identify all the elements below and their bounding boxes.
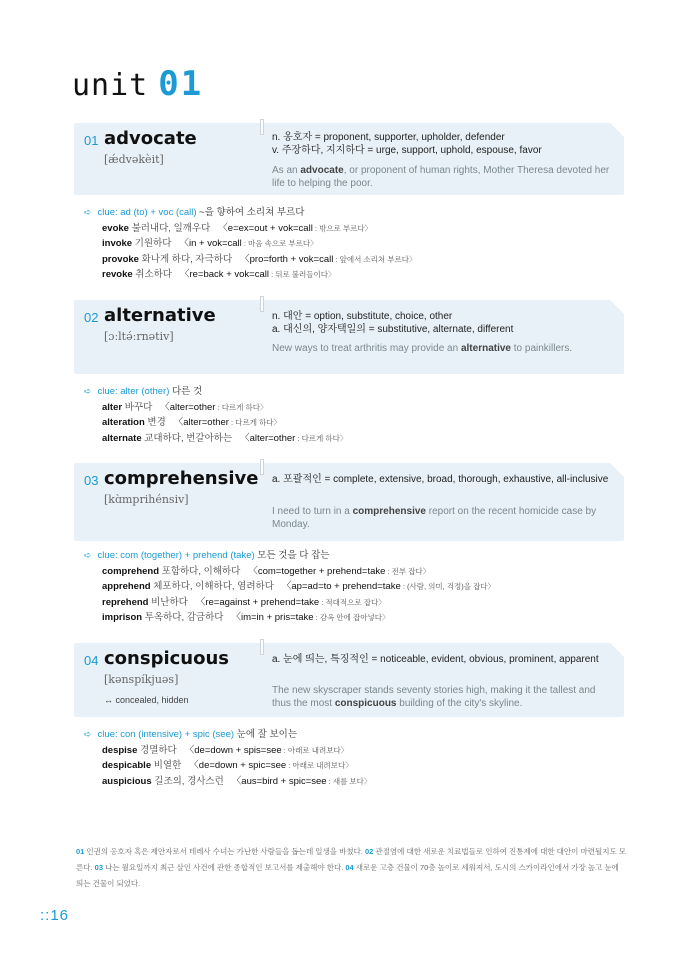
- derivative-formula: 〈im=in + pris=take: [231, 612, 314, 623]
- derivative-meaning: 교대하다, 번갈아하는: [144, 432, 233, 444]
- definition-line: n. 대안 = option, substitute, choice, other: [272, 311, 453, 322]
- derivative-word: apprehend: [102, 581, 151, 592]
- derivative-word: reprehend: [102, 596, 149, 608]
- derivative-formula: 〈alter=other: [240, 432, 296, 444]
- unit-label: unit: [72, 68, 149, 103]
- example-text: I need to turn in a: [272, 506, 353, 517]
- derivative-row: [84, 743, 371, 759]
- example-keyword: comprehensive: [352, 506, 426, 517]
- example-text: New ways to treat arthritis may provide an: [272, 343, 461, 354]
- clue-line: [84, 727, 371, 743]
- clue-text: clue: com (together) + prehend (take): [97, 550, 255, 561]
- example-text: building of the city's skyline.: [396, 698, 523, 709]
- definition-line: a. 포괄적인 = complete, extensive, broad, thorough, exhaustive, all-inclusive: [272, 474, 609, 485]
- derivative-word: alteration: [102, 417, 145, 428]
- derivative-row: [84, 431, 347, 447]
- entry-number: 01: [84, 133, 99, 148]
- derivative-gloss: : 다르게 하다〉: [215, 402, 268, 412]
- arrow-icon: ➪: [84, 207, 92, 217]
- card-divider-tab: [260, 459, 264, 475]
- entry-word: conspicuous: [104, 648, 229, 669]
- derivative-meaning: 비난하다: [151, 596, 188, 608]
- derivative-gloss: : 아래로 내려보다〉: [281, 745, 349, 755]
- footnote-number: 04: [345, 863, 354, 872]
- entry-number: 03: [84, 473, 99, 488]
- card-divider-tab: [260, 639, 264, 655]
- entry-card-advocate: [74, 123, 624, 195]
- example-text: As an: [272, 165, 301, 176]
- derivative-gloss: : (사람, 의미, 걱정)을 잡다〉: [400, 582, 496, 591]
- entry-word: comprehensive: [104, 468, 259, 489]
- derivative-row: [84, 595, 495, 611]
- derivative-formula: 〈e=ex=out + vok=call: [218, 222, 313, 234]
- card-corner: [610, 463, 624, 477]
- entry-example: [272, 342, 612, 355]
- entry-number: 04: [84, 653, 99, 668]
- clue-block-advocate: [84, 205, 416, 283]
- derivative-gloss: : 다르게 하다〉: [228, 418, 282, 427]
- derivative-gloss: : 앞에서 소리쳐 부르다〉: [333, 254, 417, 264]
- entry-definitions: [272, 310, 612, 336]
- derivative-meaning: 경멸하다: [140, 744, 177, 756]
- footnote-text: 새로운 고층 건물이 70층 높이로 세워져서, 도시의 스카이라인에서 가장 높고 눈에 띄는 건물이 되었다.: [76, 863, 619, 888]
- derivative-gloss: : 아래로 내려보다〉: [286, 761, 353, 770]
- clue-block-comprehensive: [84, 548, 495, 626]
- entry-definitions: [272, 653, 612, 666]
- entry-pronunciation: [kənspíkjuəs]: [104, 673, 179, 686]
- derivative-formula: 〈de=down + spis=see: [184, 744, 282, 756]
- derivative-word: provoke: [102, 253, 139, 265]
- derivative-formula: 〈re=back + vok=call: [180, 269, 269, 280]
- derivative-meaning: 불러내다, 일깨우다: [131, 222, 211, 234]
- entry-definitions: [272, 131, 612, 157]
- derivative-row: [84, 774, 371, 790]
- entry-card-comprehensive: [74, 463, 624, 541]
- derivative-gloss: : 밖으로 부르다〉: [312, 223, 373, 233]
- derivative-row: [84, 221, 416, 237]
- derivative-meaning: 투옥하다, 감금하다: [144, 612, 224, 623]
- definition-line: a. 대신의, 양자택일의 = substitutive, alternate, different: [272, 324, 514, 335]
- example-keyword: conspicuous: [334, 698, 397, 709]
- card-divider-tab: [260, 119, 264, 135]
- footnote-text: 관절염에 대한 새로운 치료법들로 인하여 진통제에 대한 대안이 마련될지도 모른다.: [76, 847, 627, 872]
- derivative-meaning: 기원하다: [134, 238, 172, 249]
- derivative-meaning: 변경: [147, 417, 166, 428]
- derivative-gloss: : 뒤로 불러들이다〉: [268, 270, 336, 279]
- derivative-formula: 〈alter=other: [160, 401, 216, 413]
- example-keyword: alternative: [460, 343, 511, 354]
- derivative-word: despise: [102, 744, 138, 756]
- example-text: report on the recent homicide case by Monday.: [272, 506, 597, 530]
- derivative-word: revoke: [102, 269, 133, 280]
- arrow-icon: ➪: [84, 729, 92, 739]
- derivative-gloss: : 마음 속으로 부르다〉: [241, 239, 318, 248]
- footnote-number: 02: [365, 847, 374, 856]
- example-text: to painkillers.: [511, 343, 573, 354]
- card-corner: [610, 643, 624, 657]
- derivative-word: alternate: [102, 432, 142, 444]
- translation-footnotes: [76, 844, 628, 892]
- entry-pronunciation: [kɑ̀mprihénsiv]: [104, 493, 189, 506]
- page-number: ::16: [40, 907, 70, 924]
- clue-meaning: ~을 향하여 소리쳐 부르다: [196, 207, 305, 218]
- footnote-number: 01: [76, 847, 85, 856]
- definition-line: n. 옹호자 = proponent, supporter, upholder, defender: [272, 132, 505, 143]
- entry-example: [272, 164, 612, 190]
- entry-pronunciation: [ɔːltə́ːrnətiv]: [104, 330, 174, 343]
- derivative-formula: 〈de=down + spic=see: [189, 760, 287, 771]
- entry-example: [272, 505, 612, 531]
- entry-definitions: [272, 473, 612, 486]
- footnote-text: 나는 월요일까지 최근 살인 사건에 관한 종합적인 보고서를 제출해야 한다.: [103, 863, 346, 872]
- derivative-row: [84, 267, 416, 283]
- derivative-row: [84, 758, 371, 774]
- derivative-word: comprehend: [102, 565, 160, 577]
- example-text: , or proponent of human rights, Mother Theresa devoted her life to helping the poor.: [272, 165, 610, 189]
- derivative-meaning: 포함하다, 이해하다: [161, 565, 241, 577]
- derivative-row: [84, 415, 347, 431]
- derivative-row: [84, 236, 416, 252]
- clue-meaning: 다른 것: [169, 386, 203, 397]
- derivative-word: alter: [102, 401, 123, 413]
- clue-line: [84, 384, 347, 400]
- derivative-word: auspicious: [102, 775, 152, 787]
- derivative-meaning: 비열한: [153, 760, 182, 771]
- derivative-formula: 〈aus=bird + spic=see: [231, 775, 327, 787]
- clue-meaning: 모든 것을 다 잡는: [254, 550, 330, 561]
- card-divider-tab: [260, 296, 264, 312]
- clue-text: clue: ad (to) + voc (call): [97, 207, 197, 218]
- footnote-text: 인권의 옹호자 혹은 제안자로서 테레사 수녀는 가난한 사람들을 돕는데 일생을 바쳤다.: [84, 847, 366, 856]
- derivative-word: evoke: [102, 222, 129, 234]
- clue-meaning: 눈에 잘 보이는: [234, 729, 298, 740]
- derivative-meaning: 바꾸다: [124, 401, 153, 413]
- clue-text: clue: con (intensive) + spic (see): [97, 729, 235, 740]
- entry-number: 02: [84, 310, 99, 325]
- derivative-gloss: : 적대적으로 잡다〉: [319, 597, 386, 607]
- clue-block-conspicuous: [84, 727, 371, 789]
- clue-text: clue: alter (other): [97, 386, 170, 397]
- entry-card-conspicuous: [74, 643, 624, 717]
- definition-line: a. 눈에 띄는, 특징적인 = noticeable, evident, obvious, prominent, apparent: [272, 654, 599, 665]
- derivative-word: imprison: [102, 612, 143, 623]
- footnote-number: 03: [94, 863, 104, 872]
- derivative-word: invoke: [102, 238, 133, 249]
- derivative-row: [84, 610, 495, 626]
- derivative-row: [84, 252, 416, 268]
- derivative-gloss: : 새를 보다〉: [326, 776, 372, 786]
- entry-pronunciation: [ǽdvəkèit]: [104, 153, 164, 166]
- derivative-formula: 〈re=against + prehend=take: [195, 596, 320, 608]
- entry-antonyms: ↔ concealed, hidden: [104, 695, 189, 705]
- derivative-formula: 〈alter=other: [173, 417, 229, 428]
- derivative-word: despicable: [102, 760, 152, 771]
- arrow-icon: ➪: [84, 550, 92, 560]
- card-corner: [610, 300, 624, 314]
- clue-line: [84, 548, 495, 564]
- clue-block-alternative: [84, 384, 347, 446]
- derivative-formula: 〈pro=forth + vok=call: [240, 253, 334, 265]
- arrow-icon: ➪: [84, 386, 92, 396]
- derivative-row: [84, 579, 495, 595]
- unit-heading: [72, 64, 203, 104]
- derivative-gloss: : 전부 잡다〉: [385, 566, 431, 576]
- entry-word: advocate: [104, 128, 197, 149]
- clue-line: [84, 205, 416, 221]
- derivative-meaning: 길조의, 경사스런: [154, 775, 224, 787]
- derivative-meaning: 취소하다: [135, 269, 172, 280]
- derivative-meaning: 체포하다, 이해하다, 염려하다: [153, 581, 274, 592]
- unit-number: 01: [158, 64, 204, 104]
- derivative-meaning: 화나게 하다, 자극하다: [141, 253, 233, 265]
- entry-word: alternative: [104, 305, 216, 326]
- derivative-formula: 〈com=together + prehend=take: [248, 565, 386, 577]
- card-corner: [610, 123, 624, 137]
- example-text: The new skyscraper stands seventy stories high, making it the tallest and thus the most: [272, 685, 596, 709]
- example-keyword: advocate: [300, 165, 344, 176]
- entry-card-alternative: [74, 300, 624, 374]
- derivative-formula: 〈ap=ad=to + prehend=take: [281, 581, 401, 592]
- derivative-row: [84, 400, 347, 416]
- derivative-gloss: : 다르게 하다〉: [295, 433, 348, 443]
- entry-example: [272, 684, 612, 710]
- derivative-formula: 〈in + vok=call: [179, 238, 242, 249]
- definition-line: v. 주장하다, 지지하다 = urge, support, uphold, espouse, favor: [272, 145, 542, 156]
- derivative-gloss: : 감옥 안에 잡아넣다〉: [313, 613, 390, 622]
- derivative-row: [84, 564, 495, 580]
